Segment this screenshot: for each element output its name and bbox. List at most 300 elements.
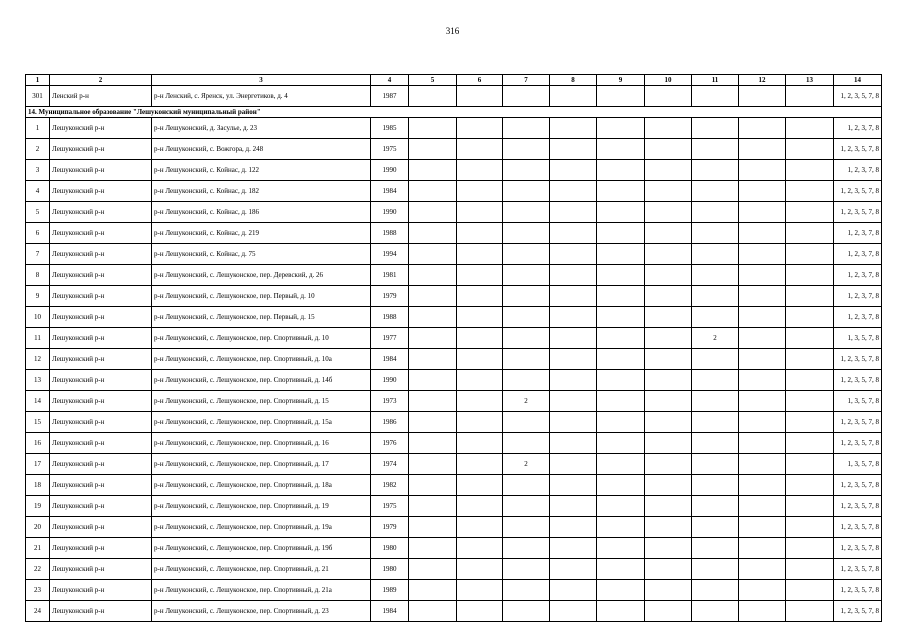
value-cell-col-6: [457, 412, 503, 433]
codes-cell: 1, 2, 3, 5, 7, 8: [834, 370, 882, 391]
district-cell: Ленский р-н: [50, 86, 152, 107]
value-cell-col-12: [739, 307, 786, 328]
table-row: [26, 538, 882, 559]
value-cell-col-5: [409, 454, 457, 475]
row-number-cell: 10: [26, 307, 50, 328]
value-cell-col-5: [409, 433, 457, 454]
address-cell: р-н Лешуконский, с. Лешуконское, пер. Спортивный, д. 15а: [152, 412, 371, 433]
value-cell-col-6: [457, 349, 503, 370]
address-cell: р-н Лешуконский, с. Лешуконское, пер. Спортивный, д. 17: [152, 454, 371, 475]
codes-cell: 1, 2, 3, 7, 8: [834, 244, 882, 265]
value-cell-col-12: [739, 202, 786, 223]
district-cell: Лешуконский р-н: [50, 580, 152, 601]
district-cell: Лешуконский р-н: [50, 349, 152, 370]
value-cell-col-11: [692, 496, 739, 517]
value-cell-col-9: [597, 412, 645, 433]
address-cell: р-н Лешуконский, с. Лешуконское, пер. Спортивный, д. 15: [152, 391, 371, 412]
value-cell-col-12: [739, 328, 786, 349]
value-cell-col-13: [786, 517, 834, 538]
table-row: [26, 265, 882, 286]
value-cell-col-5: [409, 559, 457, 580]
value-cell-col-7: [503, 244, 550, 265]
value-cell-col-7: [503, 517, 550, 538]
value-cell-col-12: [739, 433, 786, 454]
year-cell: 1986: [371, 412, 409, 433]
year-cell: 1985: [371, 118, 409, 139]
table-row: [26, 223, 882, 244]
year-cell: 1989: [371, 580, 409, 601]
row-number-cell: 8: [26, 265, 50, 286]
value-cell-col-7: [503, 160, 550, 181]
value-cell-col-5: [409, 517, 457, 538]
value-cell-col-10: [645, 244, 692, 265]
row-number-cell: 7: [26, 244, 50, 265]
value-cell-col-8: [550, 118, 597, 139]
value-cell-col-6: [457, 307, 503, 328]
value-cell-col-10: [645, 160, 692, 181]
value-cell-col-8: [550, 580, 597, 601]
table-row: [26, 181, 882, 202]
value-cell-col-12: [739, 286, 786, 307]
value-cell-col-10: [645, 223, 692, 244]
value-cell-col-11: [692, 286, 739, 307]
value-cell-col-13: [786, 391, 834, 412]
year-cell: 1977: [371, 328, 409, 349]
row-number-cell: 3: [26, 160, 50, 181]
value-cell-col-5: [409, 538, 457, 559]
table-row: [26, 496, 882, 517]
value-cell-col-10: [645, 328, 692, 349]
value-cell-col-9: [597, 181, 645, 202]
year-cell: 1984: [371, 181, 409, 202]
value-cell-col-10: [645, 433, 692, 454]
value-cell-col-5: [409, 223, 457, 244]
district-cell: Лешуконский р-н: [50, 202, 152, 223]
value-cell-col-9: [597, 559, 645, 580]
value-cell-col-9: [597, 496, 645, 517]
address-cell: р-н Лешуконский, с. Лешуконское, пер. Первый, д. 10: [152, 286, 371, 307]
codes-cell: 1, 2, 3, 7, 8: [834, 118, 882, 139]
year-cell: 1982: [371, 475, 409, 496]
value-cell-col-11: [692, 601, 739, 622]
value-cell-col-7: [503, 349, 550, 370]
table-row: [26, 202, 882, 223]
address-cell: р-н Лешуконский, с. Койнас, д. 182: [152, 181, 371, 202]
value-cell-col-9: [597, 202, 645, 223]
codes-cell: 1, 2, 3, 5, 7, 8: [834, 580, 882, 601]
value-cell-col-8: [550, 265, 597, 286]
district-cell: Лешуконский р-н: [50, 412, 152, 433]
value-cell-col-12: [739, 601, 786, 622]
table-row: [26, 601, 882, 622]
value-cell-col-9: [597, 454, 645, 475]
value-cell-col-11: [692, 181, 739, 202]
value-cell-col-5: [409, 86, 457, 107]
value-cell-col-8: [550, 370, 597, 391]
value-cell-col-13: [786, 433, 834, 454]
table-row: [26, 286, 882, 307]
value-cell-col-13: [786, 370, 834, 391]
column-header: 3: [152, 75, 371, 86]
row-number-cell: 16: [26, 433, 50, 454]
year-cell: 1990: [371, 160, 409, 181]
value-cell-col-10: [645, 580, 692, 601]
address-cell: р-н Лешуконский, д. Засулье, д. 23: [152, 118, 371, 139]
value-cell-col-7: [503, 328, 550, 349]
table-row: [26, 349, 882, 370]
value-cell-col-7: [503, 118, 550, 139]
table-body: [26, 86, 882, 622]
year-cell: 1981: [371, 265, 409, 286]
row-number-cell: 2: [26, 139, 50, 160]
row-number-cell: 12: [26, 349, 50, 370]
value-cell-col-11: [692, 454, 739, 475]
value-cell-col-11: [692, 202, 739, 223]
year-cell: 1994: [371, 244, 409, 265]
value-cell-col-12: [739, 517, 786, 538]
value-cell-col-9: [597, 160, 645, 181]
column-header: 4: [371, 75, 409, 86]
district-cell: Лешуконский р-н: [50, 601, 152, 622]
codes-cell: 1, 2, 3, 7, 8: [834, 265, 882, 286]
value-cell-col-13: [786, 580, 834, 601]
row-number-cell: 11: [26, 328, 50, 349]
district-cell: Лешуконский р-н: [50, 139, 152, 160]
value-cell-col-9: [597, 223, 645, 244]
value-cell-col-12: [739, 580, 786, 601]
value-cell-col-5: [409, 139, 457, 160]
value-cell-col-12: [739, 118, 786, 139]
value-cell-col-6: [457, 181, 503, 202]
district-cell: Лешуконский р-н: [50, 370, 152, 391]
value-cell-col-9: [597, 349, 645, 370]
value-cell-col-8: [550, 202, 597, 223]
value-cell-col-7: [503, 223, 550, 244]
year-cell: 1976: [371, 433, 409, 454]
value-cell-col-10: [645, 559, 692, 580]
value-cell-col-8: [550, 139, 597, 160]
value-cell-col-10: [645, 412, 692, 433]
table-row: [26, 475, 882, 496]
codes-cell: 1, 2, 3, 7, 8: [834, 223, 882, 244]
value-cell-col-6: [457, 580, 503, 601]
address-cell: р-н Лешуконский, с. Койнас, д. 186: [152, 202, 371, 223]
value-cell-col-9: [597, 328, 645, 349]
value-cell-col-13: [786, 202, 834, 223]
value-cell-col-11: [692, 559, 739, 580]
district-cell: Лешуконский р-н: [50, 496, 152, 517]
value-cell-col-6: [457, 370, 503, 391]
address-cell: р-н Лешуконский, с. Лешуконское, пер. Спортивный, д. 23: [152, 601, 371, 622]
column-header: 2: [50, 75, 152, 86]
value-cell-col-5: [409, 496, 457, 517]
row-number-cell: 20: [26, 517, 50, 538]
column-header: 9: [597, 75, 645, 86]
value-cell-col-11: 2: [692, 328, 739, 349]
year-cell: 1975: [371, 139, 409, 160]
value-cell-col-10: [645, 370, 692, 391]
district-cell: Лешуконский р-н: [50, 517, 152, 538]
value-cell-col-6: [457, 433, 503, 454]
value-cell-col-10: [645, 265, 692, 286]
codes-cell: 1, 2, 3, 5, 7, 8: [834, 517, 882, 538]
value-cell-col-7: [503, 601, 550, 622]
value-cell-col-8: [550, 496, 597, 517]
value-cell-col-11: [692, 244, 739, 265]
district-cell: Лешуконский р-н: [50, 433, 152, 454]
codes-cell: 1, 2, 3, 5, 7, 8: [834, 496, 882, 517]
column-header: 14: [834, 75, 882, 86]
value-cell-col-10: [645, 538, 692, 559]
value-cell-col-6: [457, 202, 503, 223]
value-cell-col-13: [786, 328, 834, 349]
address-cell: р-н Лешуконский, с. Койнас, д. 219: [152, 223, 371, 244]
value-cell-col-11: [692, 517, 739, 538]
row-number-cell: 4: [26, 181, 50, 202]
value-cell-col-6: [457, 86, 503, 107]
value-cell-col-7: [503, 580, 550, 601]
value-cell-col-10: [645, 307, 692, 328]
value-cell-col-12: [739, 244, 786, 265]
value-cell-col-8: [550, 391, 597, 412]
value-cell-col-12: [739, 160, 786, 181]
value-cell-col-13: [786, 307, 834, 328]
codes-cell: 1, 2, 3, 5, 7, 8: [834, 559, 882, 580]
codes-cell: 1, 2, 3, 7, 8: [834, 286, 882, 307]
value-cell-col-9: [597, 580, 645, 601]
district-cell: Лешуконский р-н: [50, 265, 152, 286]
value-cell-col-9: [597, 370, 645, 391]
value-cell-col-6: [457, 559, 503, 580]
value-cell-col-6: [457, 118, 503, 139]
codes-cell: 1, 2, 3, 7, 8: [834, 307, 882, 328]
section-header-row: [26, 107, 882, 118]
row-number-cell: 22: [26, 559, 50, 580]
year-cell: 1988: [371, 223, 409, 244]
section-title: 14. Муниципальное образование "Лешуконский муниципальный район": [26, 107, 882, 118]
value-cell-col-13: [786, 86, 834, 107]
year-cell: 1987: [371, 86, 409, 107]
codes-cell: 1, 2, 3, 5, 7, 8: [834, 433, 882, 454]
value-cell-col-9: [597, 244, 645, 265]
table-row: [26, 391, 882, 412]
column-header: 6: [457, 75, 503, 86]
value-cell-col-10: [645, 349, 692, 370]
value-cell-col-9: [597, 86, 645, 107]
value-cell-col-13: [786, 601, 834, 622]
codes-cell: 1, 2, 3, 5, 7, 8: [834, 181, 882, 202]
value-cell-col-10: [645, 475, 692, 496]
value-cell-col-13: [786, 244, 834, 265]
value-cell-col-5: [409, 475, 457, 496]
value-cell-col-10: [645, 139, 692, 160]
row-number-cell: 301: [26, 86, 50, 107]
value-cell-col-5: [409, 202, 457, 223]
table-row: [26, 328, 882, 349]
value-cell-col-10: [645, 391, 692, 412]
row-number-cell: 5: [26, 202, 50, 223]
row-number-cell: 1: [26, 118, 50, 139]
row-number-cell: 17: [26, 454, 50, 475]
value-cell-col-7: [503, 475, 550, 496]
value-cell-col-12: [739, 454, 786, 475]
value-cell-col-11: [692, 86, 739, 107]
value-cell-col-8: [550, 181, 597, 202]
value-cell-col-8: [550, 307, 597, 328]
value-cell-col-13: [786, 286, 834, 307]
value-cell-col-12: [739, 496, 786, 517]
value-cell-col-12: [739, 391, 786, 412]
value-cell-col-5: [409, 181, 457, 202]
value-cell-col-7: 2: [503, 391, 550, 412]
year-cell: 1984: [371, 349, 409, 370]
table-row: [26, 412, 882, 433]
table-row: [26, 139, 882, 160]
district-cell: Лешуконский р-н: [50, 286, 152, 307]
district-cell: Лешуконский р-н: [50, 118, 152, 139]
table-row: [26, 454, 882, 475]
value-cell-col-10: [645, 118, 692, 139]
address-cell: р-н Лешуконский, с. Вожгора, д. 248: [152, 139, 371, 160]
value-cell-col-7: [503, 538, 550, 559]
address-cell: р-н Лешуконский, с. Лешуконское, пер. Спортивный, д. 10: [152, 328, 371, 349]
address-cell: р-н Лешуконский, с. Лешуконское, пер. Спортивный, д. 21а: [152, 580, 371, 601]
value-cell-col-6: [457, 265, 503, 286]
value-cell-col-6: [457, 601, 503, 622]
address-cell: р-н Лешуконский, с. Лешуконское, пер. Спортивный, д. 18а: [152, 475, 371, 496]
column-header: 1: [26, 75, 50, 86]
codes-cell: 1, 2, 3, 5, 7, 8: [834, 86, 882, 107]
column-header: 7: [503, 75, 550, 86]
address-cell: р-н Лешуконский, с. Лешуконское, пер. Первый, д. 15: [152, 307, 371, 328]
codes-cell: 1, 3, 5, 7, 8: [834, 391, 882, 412]
value-cell-col-12: [739, 538, 786, 559]
value-cell-col-13: [786, 118, 834, 139]
address-cell: р-н Лешуконский, с. Лешуконское, пер. Спортивный, д. 16: [152, 433, 371, 454]
value-cell-col-13: [786, 139, 834, 160]
table-row: [26, 580, 882, 601]
table-header-row: [26, 75, 882, 86]
value-cell-col-13: [786, 265, 834, 286]
value-cell-col-10: [645, 517, 692, 538]
value-cell-col-5: [409, 601, 457, 622]
value-cell-col-6: [457, 139, 503, 160]
value-cell-col-7: [503, 265, 550, 286]
value-cell-col-11: [692, 580, 739, 601]
value-cell-col-6: [457, 538, 503, 559]
value-cell-col-12: [739, 181, 786, 202]
district-cell: Лешуконский р-н: [50, 244, 152, 265]
value-cell-col-6: [457, 286, 503, 307]
data-table: [25, 74, 882, 622]
codes-cell: 1, 2, 3, 7, 8: [834, 160, 882, 181]
district-cell: Лешуконский р-н: [50, 328, 152, 349]
value-cell-col-8: [550, 244, 597, 265]
district-cell: Лешуконский р-н: [50, 454, 152, 475]
value-cell-col-5: [409, 118, 457, 139]
table-row: [26, 160, 882, 181]
value-cell-col-9: [597, 391, 645, 412]
value-cell-col-9: [597, 286, 645, 307]
value-cell-col-7: [503, 433, 550, 454]
value-cell-col-5: [409, 160, 457, 181]
value-cell-col-8: [550, 160, 597, 181]
value-cell-col-13: [786, 412, 834, 433]
year-cell: 1980: [371, 559, 409, 580]
value-cell-col-9: [597, 307, 645, 328]
value-cell-col-11: [692, 160, 739, 181]
value-cell-col-11: [692, 265, 739, 286]
value-cell-col-10: [645, 86, 692, 107]
district-cell: Лешуконский р-н: [50, 559, 152, 580]
value-cell-col-8: [550, 223, 597, 244]
column-header: 13: [786, 75, 834, 86]
value-cell-col-8: [550, 538, 597, 559]
value-cell-col-7: 2: [503, 454, 550, 475]
row-number-cell: 24: [26, 601, 50, 622]
value-cell-col-13: [786, 223, 834, 244]
address-cell: р-н Ленский, с. Яренск, ул. Энергетиков, д. 4: [152, 86, 371, 107]
value-cell-col-6: [457, 223, 503, 244]
year-cell: 1979: [371, 517, 409, 538]
value-cell-col-13: [786, 496, 834, 517]
value-cell-col-5: [409, 412, 457, 433]
address-cell: р-н Лешуконский, с. Койнас, д. 122: [152, 160, 371, 181]
value-cell-col-9: [597, 538, 645, 559]
value-cell-col-12: [739, 86, 786, 107]
value-cell-col-7: [503, 412, 550, 433]
value-cell-col-10: [645, 181, 692, 202]
value-cell-col-11: [692, 118, 739, 139]
value-cell-col-5: [409, 580, 457, 601]
value-cell-col-8: [550, 559, 597, 580]
value-cell-col-8: [550, 328, 597, 349]
value-cell-col-7: [503, 139, 550, 160]
value-cell-col-7: [503, 370, 550, 391]
address-cell: р-н Лешуконский, с. Лешуконское, пер. Спортивный, д. 21: [152, 559, 371, 580]
value-cell-col-7: [503, 286, 550, 307]
codes-cell: 1, 2, 3, 5, 7, 8: [834, 412, 882, 433]
table-row: [26, 433, 882, 454]
value-cell-col-6: [457, 328, 503, 349]
codes-cell: 1, 3, 5, 7, 8: [834, 454, 882, 475]
value-cell-col-6: [457, 517, 503, 538]
value-cell-col-13: [786, 160, 834, 181]
value-cell-col-6: [457, 454, 503, 475]
value-cell-col-9: [597, 139, 645, 160]
value-cell-col-8: [550, 412, 597, 433]
value-cell-col-7: [503, 559, 550, 580]
value-cell-col-5: [409, 391, 457, 412]
year-cell: 1979: [371, 286, 409, 307]
value-cell-col-5: [409, 265, 457, 286]
value-cell-col-6: [457, 391, 503, 412]
value-cell-col-8: [550, 286, 597, 307]
address-cell: р-н Лешуконский, с. Лешуконское, пер. Спортивный, д. 10а: [152, 349, 371, 370]
value-cell-col-7: [503, 86, 550, 107]
value-cell-col-7: [503, 496, 550, 517]
value-cell-col-12: [739, 265, 786, 286]
value-cell-col-13: [786, 538, 834, 559]
table-row: [26, 244, 882, 265]
value-cell-col-8: [550, 475, 597, 496]
value-cell-col-12: [739, 223, 786, 244]
address-cell: р-н Лешуконский, с. Лешуконское, пер. Спортивный, д. 19б: [152, 538, 371, 559]
codes-cell: 1, 2, 3, 5, 7, 8: [834, 538, 882, 559]
value-cell-col-8: [550, 517, 597, 538]
year-cell: 1980: [371, 538, 409, 559]
table-row: [26, 86, 882, 107]
